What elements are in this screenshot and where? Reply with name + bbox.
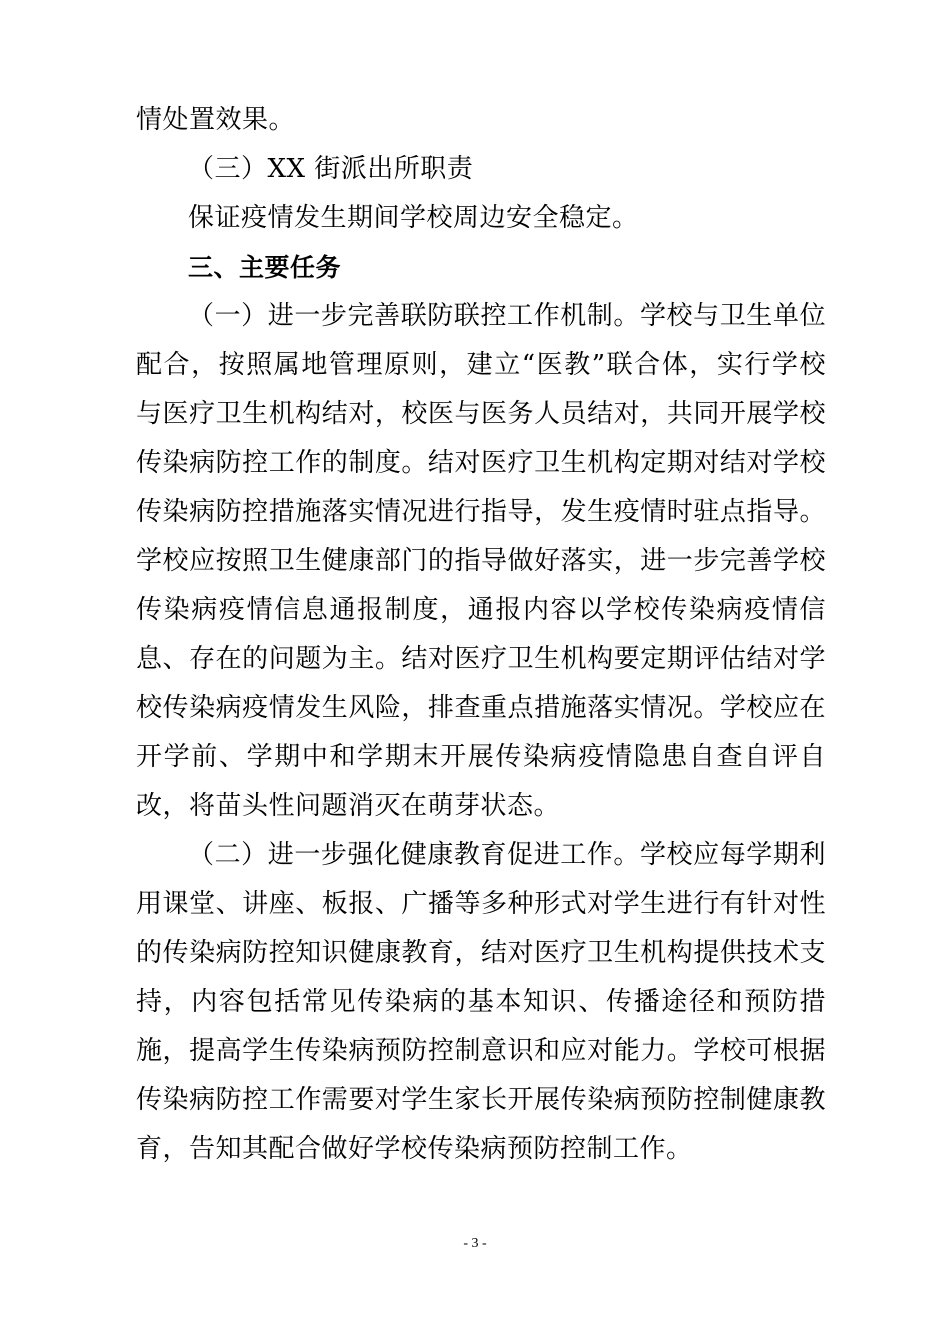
section-heading-main-tasks: 三、主要任务	[188, 253, 342, 282]
paragraph-task-one: （一）进一步完善联防联控工作机制。学校与卫生单位配合，按照属地管理原则，建立“医教”联合体，实行学校与医疗卫生机构结对，校医与医务人员结对，共同开展学校传染病防控工作的制度。结对医疗卫生机构定期对结对学校传染病防控措施落实情况进行指导，发生疫情时驻点指导。学校应按照卫生健康部门的指导做好落实，进一步完善学校传染病疫情信息通报制度，通报内容以学校传染病疫情信息、存在的问题为主。结对医疗卫生机构要定期评估结对学校传染病疫情发生风险，排查重点措施落实情况。学校应在开学前、学期中和学期末开展传染病疫情隐患自查自评自改，将苗头性问题消灭在萌芽状态。	[136, 301, 826, 821]
paragraph-continuation: 情处置效果。	[136, 105, 296, 135]
page-number: - 3 -	[463, 1236, 487, 1251]
paragraph-task-two: （二）进一步强化健康教育促进工作。学校应每学期利用课堂、讲座、板报、广播等多种形式对学生进行有针对性的传染病防控知识健康教育，结对医疗卫生机构提供技术支持，内容包括常见传染病的基本知识、传播途径和预防措施，提高学生传染病预防控制意识和应对能力。学校可根据传染病防控工作需要对学生家长开展传染病预防控制健康教育，告知其配合做好学校传染病预防控制工作。	[136, 840, 826, 1164]
section-subhead-police-duties: （三）XX 街派出所职责	[188, 154, 474, 184]
paragraph-police-duties: 保证疫情发生期间学校周边安全稳定。	[188, 203, 639, 233]
document-body	[136, 96, 826, 1174]
